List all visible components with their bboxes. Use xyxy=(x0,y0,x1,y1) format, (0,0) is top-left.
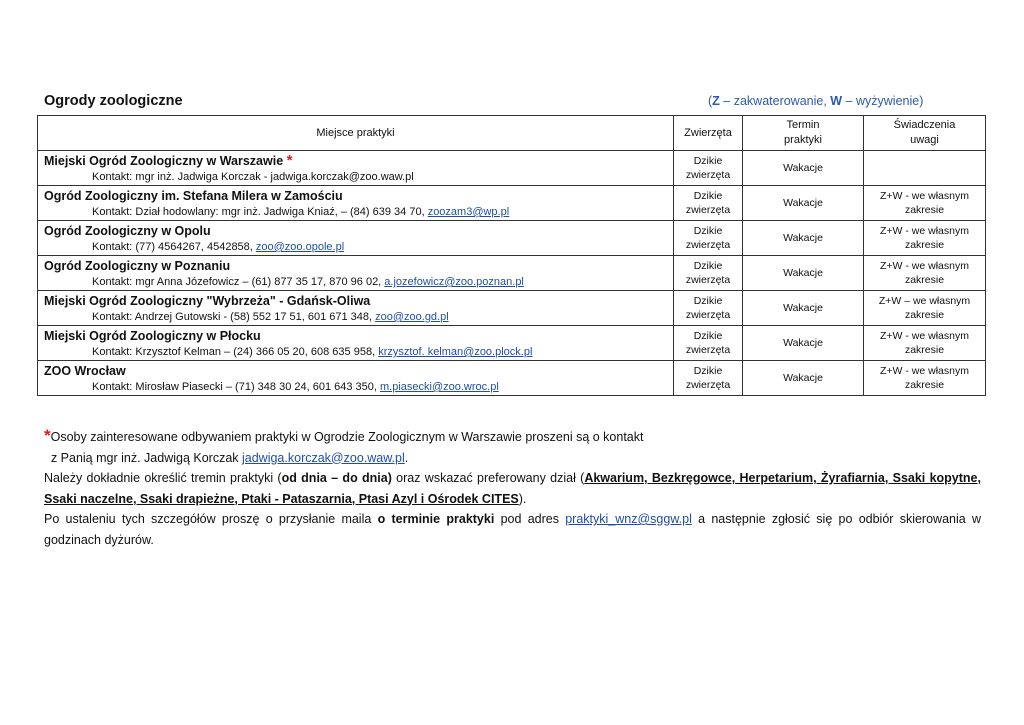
zoo-contact: Kontakt: Mirosław Piasecki – (71) 348 30 24, 601 643 350, m.piasecki@zoo.wroc.pl xyxy=(92,381,499,393)
zoo-email-link[interactable]: a.jozefowicz@zoo.poznan.pl xyxy=(384,276,524,288)
zoo-contact: Kontakt: Krzysztof Kelman – (24) 366 05 20, 608 635 958, krzysztof. kelman@zoo.plock.pl xyxy=(92,346,533,358)
zoo-name: Miejski Ogród Zoologiczny w Warszawie * xyxy=(44,152,293,169)
table-row xyxy=(38,256,986,291)
place-cell xyxy=(38,151,674,186)
zoo-name: Ogród Zoologiczny w Poznaniu xyxy=(44,259,231,273)
term-cell: Wakacje xyxy=(743,361,864,396)
benefits-cell: Z+W - we własnym zakresie xyxy=(864,186,986,221)
place-cell xyxy=(38,221,674,256)
internship-email-link[interactable]: praktyki_wnz@sggw.pl xyxy=(565,512,692,526)
zoo-name: ZOO Wrocław xyxy=(44,364,126,378)
zoo-email-link[interactable]: krzysztof. kelman@zoo.plock.pl xyxy=(378,346,533,358)
zoo-email-link[interactable]: zoo@zoo.gd.pl xyxy=(375,311,449,323)
benefits-cell: Z+W - we własnym zakresie xyxy=(864,221,986,256)
term-cell: Wakacje xyxy=(743,291,864,326)
page-title: Ogrody zoologiczne xyxy=(44,93,183,109)
term-cell: Wakacje xyxy=(743,186,864,221)
zoo-email-link[interactable]: zoozam3@wp.pl xyxy=(427,206,510,218)
table-row xyxy=(38,361,986,396)
zoo-table xyxy=(37,115,986,396)
benefits-cell: Z+W - we własnym zakresie xyxy=(864,256,986,291)
column-header-animals: Zwierzęta xyxy=(674,116,743,151)
benefits-cell: Z+W - we własnym zakresie xyxy=(864,326,986,361)
table-row xyxy=(38,221,986,256)
term-cell: Wakacje xyxy=(743,256,864,291)
note-email-link[interactable]: jadwiga.korczak@zoo.waw.pl xyxy=(242,450,405,465)
star-marker: * xyxy=(286,152,293,169)
place-cell xyxy=(38,186,674,221)
place-cell xyxy=(38,361,674,396)
legend: (Z – zakwaterowanie, W – wyżywienie) xyxy=(708,94,924,108)
animals-cell: Dzikie zwierzęta xyxy=(674,221,743,256)
benefits-cell: Z+W - we własnym zakresie xyxy=(864,361,986,396)
zoo-name: Miejski Ogród Zoologiczny w Płocku xyxy=(44,329,261,343)
term-cell: Wakacje xyxy=(743,326,864,361)
table-header-row xyxy=(38,116,986,151)
benefits-cell: Z+W – we własnym zakresie xyxy=(864,291,986,326)
note-paragraph-2: Należy dokładnie określić tremin praktyki (od dnia – do dnia) oraz wskazać preferowany dział (Akwarium, Bezkręgowce, Herpetarium, Żyrafiarnia, Ssaki kopytne, Ssaki naczelne, Ssaki drapieżne, Ptaki - Pataszarnia, Ptasi Azyl i Ośrodek CITES). xyxy=(44,471,981,506)
note-line-2: z Panią mgr inż. Jadwigą Korczak jadwiga.korczak@zoo.waw.pl. xyxy=(44,450,409,465)
zoo-name: Ogród Zoologiczny im. Stefana Milera w Zamościu xyxy=(44,189,343,203)
animals-cell: Dzikie zwierzęta xyxy=(674,291,743,326)
column-header-term: Termin praktyki xyxy=(743,116,864,151)
zoo-name: Ogród Zoologiczny w Opolu xyxy=(44,224,211,238)
zoo-email-link[interactable]: m.piasecki@zoo.wroc.pl xyxy=(380,381,499,393)
zoo-name: Miejski Ogród Zoologiczny "Wybrzeża" - Gdańsk-Oliwa xyxy=(44,294,371,308)
animals-cell: Dzikie zwierzęta xyxy=(674,256,743,291)
table-row xyxy=(38,186,986,221)
animals-cell: Dzikie zwierzęta xyxy=(674,326,743,361)
table-row xyxy=(38,151,986,186)
notes xyxy=(44,426,981,550)
zoo-contact: Kontakt: Dział hodowlany: mgr inż. Jadwiga Kniaź, – (84) 639 34 70, zoozam3@wp.pl xyxy=(92,206,510,218)
animals-cell: Dzikie zwierzęta xyxy=(674,361,743,396)
term-cell: Wakacje xyxy=(743,151,864,186)
table-row xyxy=(38,291,986,326)
benefits-cell xyxy=(864,151,986,186)
zoo-contact: Kontakt: (77) 4564267, 4542858, zoo@zoo.opole.pl xyxy=(92,241,345,253)
column-header-place: Miejsce praktyki xyxy=(38,116,674,151)
zoo-contact: Kontakt: mgr inż. Jadwiga Korczak - jadwiga.korczak@zoo.waw.pl xyxy=(92,171,414,183)
note-paragraph-3: Po ustaleniu tych szczegółów proszę o przysłanie maila o terminie praktyki pod adres praktyki_wnz@sggw.pl a następnie zgłosić się po odbiór skierowania w godzinach dyżurów. xyxy=(44,512,981,547)
animals-cell: Dzikie zwierzęta xyxy=(674,186,743,221)
note-line-1: *Osoby zainteresowane odbywaniem praktyki w Ogrodzie Zoologicznym w Warszawie proszeni są o kontakt xyxy=(44,426,644,445)
zoo-contact: Kontakt: Andrzej Gutowski - (58) 552 17 51, 601 671 348, zoo@zoo.gd.pl xyxy=(92,311,449,323)
place-cell xyxy=(38,291,674,326)
zoo-email-link[interactable]: zoo@zoo.opole.pl xyxy=(255,241,345,253)
zoo-contact: Kontakt: mgr Anna Józefowicz – (61) 877 35 17, 870 96 02, a.jozefowicz@zoo.poznan.pl xyxy=(92,276,524,288)
table-row xyxy=(38,326,986,361)
column-header-benefits: Świadczenia uwagi xyxy=(864,116,986,151)
term-cell: Wakacje xyxy=(743,221,864,256)
animals-cell: Dzikie zwierzęta xyxy=(674,151,743,186)
place-cell xyxy=(38,256,674,291)
place-cell xyxy=(38,326,674,361)
